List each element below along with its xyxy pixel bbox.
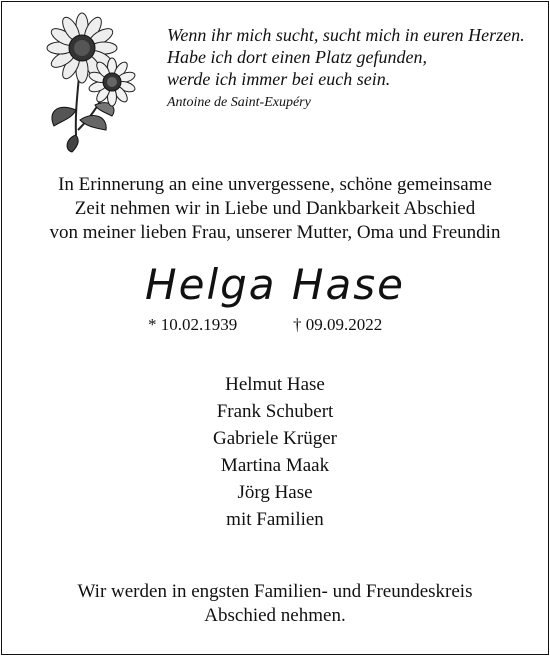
family-member: Helmut Hase <box>225 374 325 395</box>
family-member: Jörg Hase <box>237 482 313 503</box>
quote-line: Habe ich dort einen Platz gefunden, <box>167 47 427 67</box>
closing-text <box>2 580 548 628</box>
sunflower-icon <box>40 10 140 155</box>
death-date: † 09.09.2022 <box>293 315 383 334</box>
intro-text <box>2 173 548 245</box>
family-member: mit Familien <box>226 509 324 530</box>
obituary-notice <box>1 1 549 655</box>
deceased-name: Helga Hase <box>145 260 405 309</box>
intro-line: In Erinnerung an eine unvergessene, schöne gemeinsame <box>58 174 492 195</box>
quote-author: Antoine de Saint-Exupéry <box>167 95 311 110</box>
family-member: Martina Maak <box>220 455 330 476</box>
quote-line: Wenn ihr mich sucht, sucht mich in euren Herzen. <box>167 25 525 45</box>
birth-date: * 10.02.1939 <box>148 315 238 334</box>
quote-line: werde ich immer bei euch sein. <box>167 69 391 89</box>
family-member: Gabriele Krüger <box>213 428 337 449</box>
closing-line: Wir werden in engsten Familien- und Freundeskreis <box>77 581 473 602</box>
quote-block <box>167 24 547 113</box>
family-member: Frank Schubert <box>216 401 334 422</box>
family-list <box>2 371 548 533</box>
closing-line: Abschied nehmen. <box>204 605 346 626</box>
intro-line: von meiner lieben Frau, unserer Mutter, Oma und Freundin <box>49 222 501 243</box>
intro-line: Zeit nehmen wir in Liebe und Dankbarkeit Abschied <box>74 198 476 219</box>
